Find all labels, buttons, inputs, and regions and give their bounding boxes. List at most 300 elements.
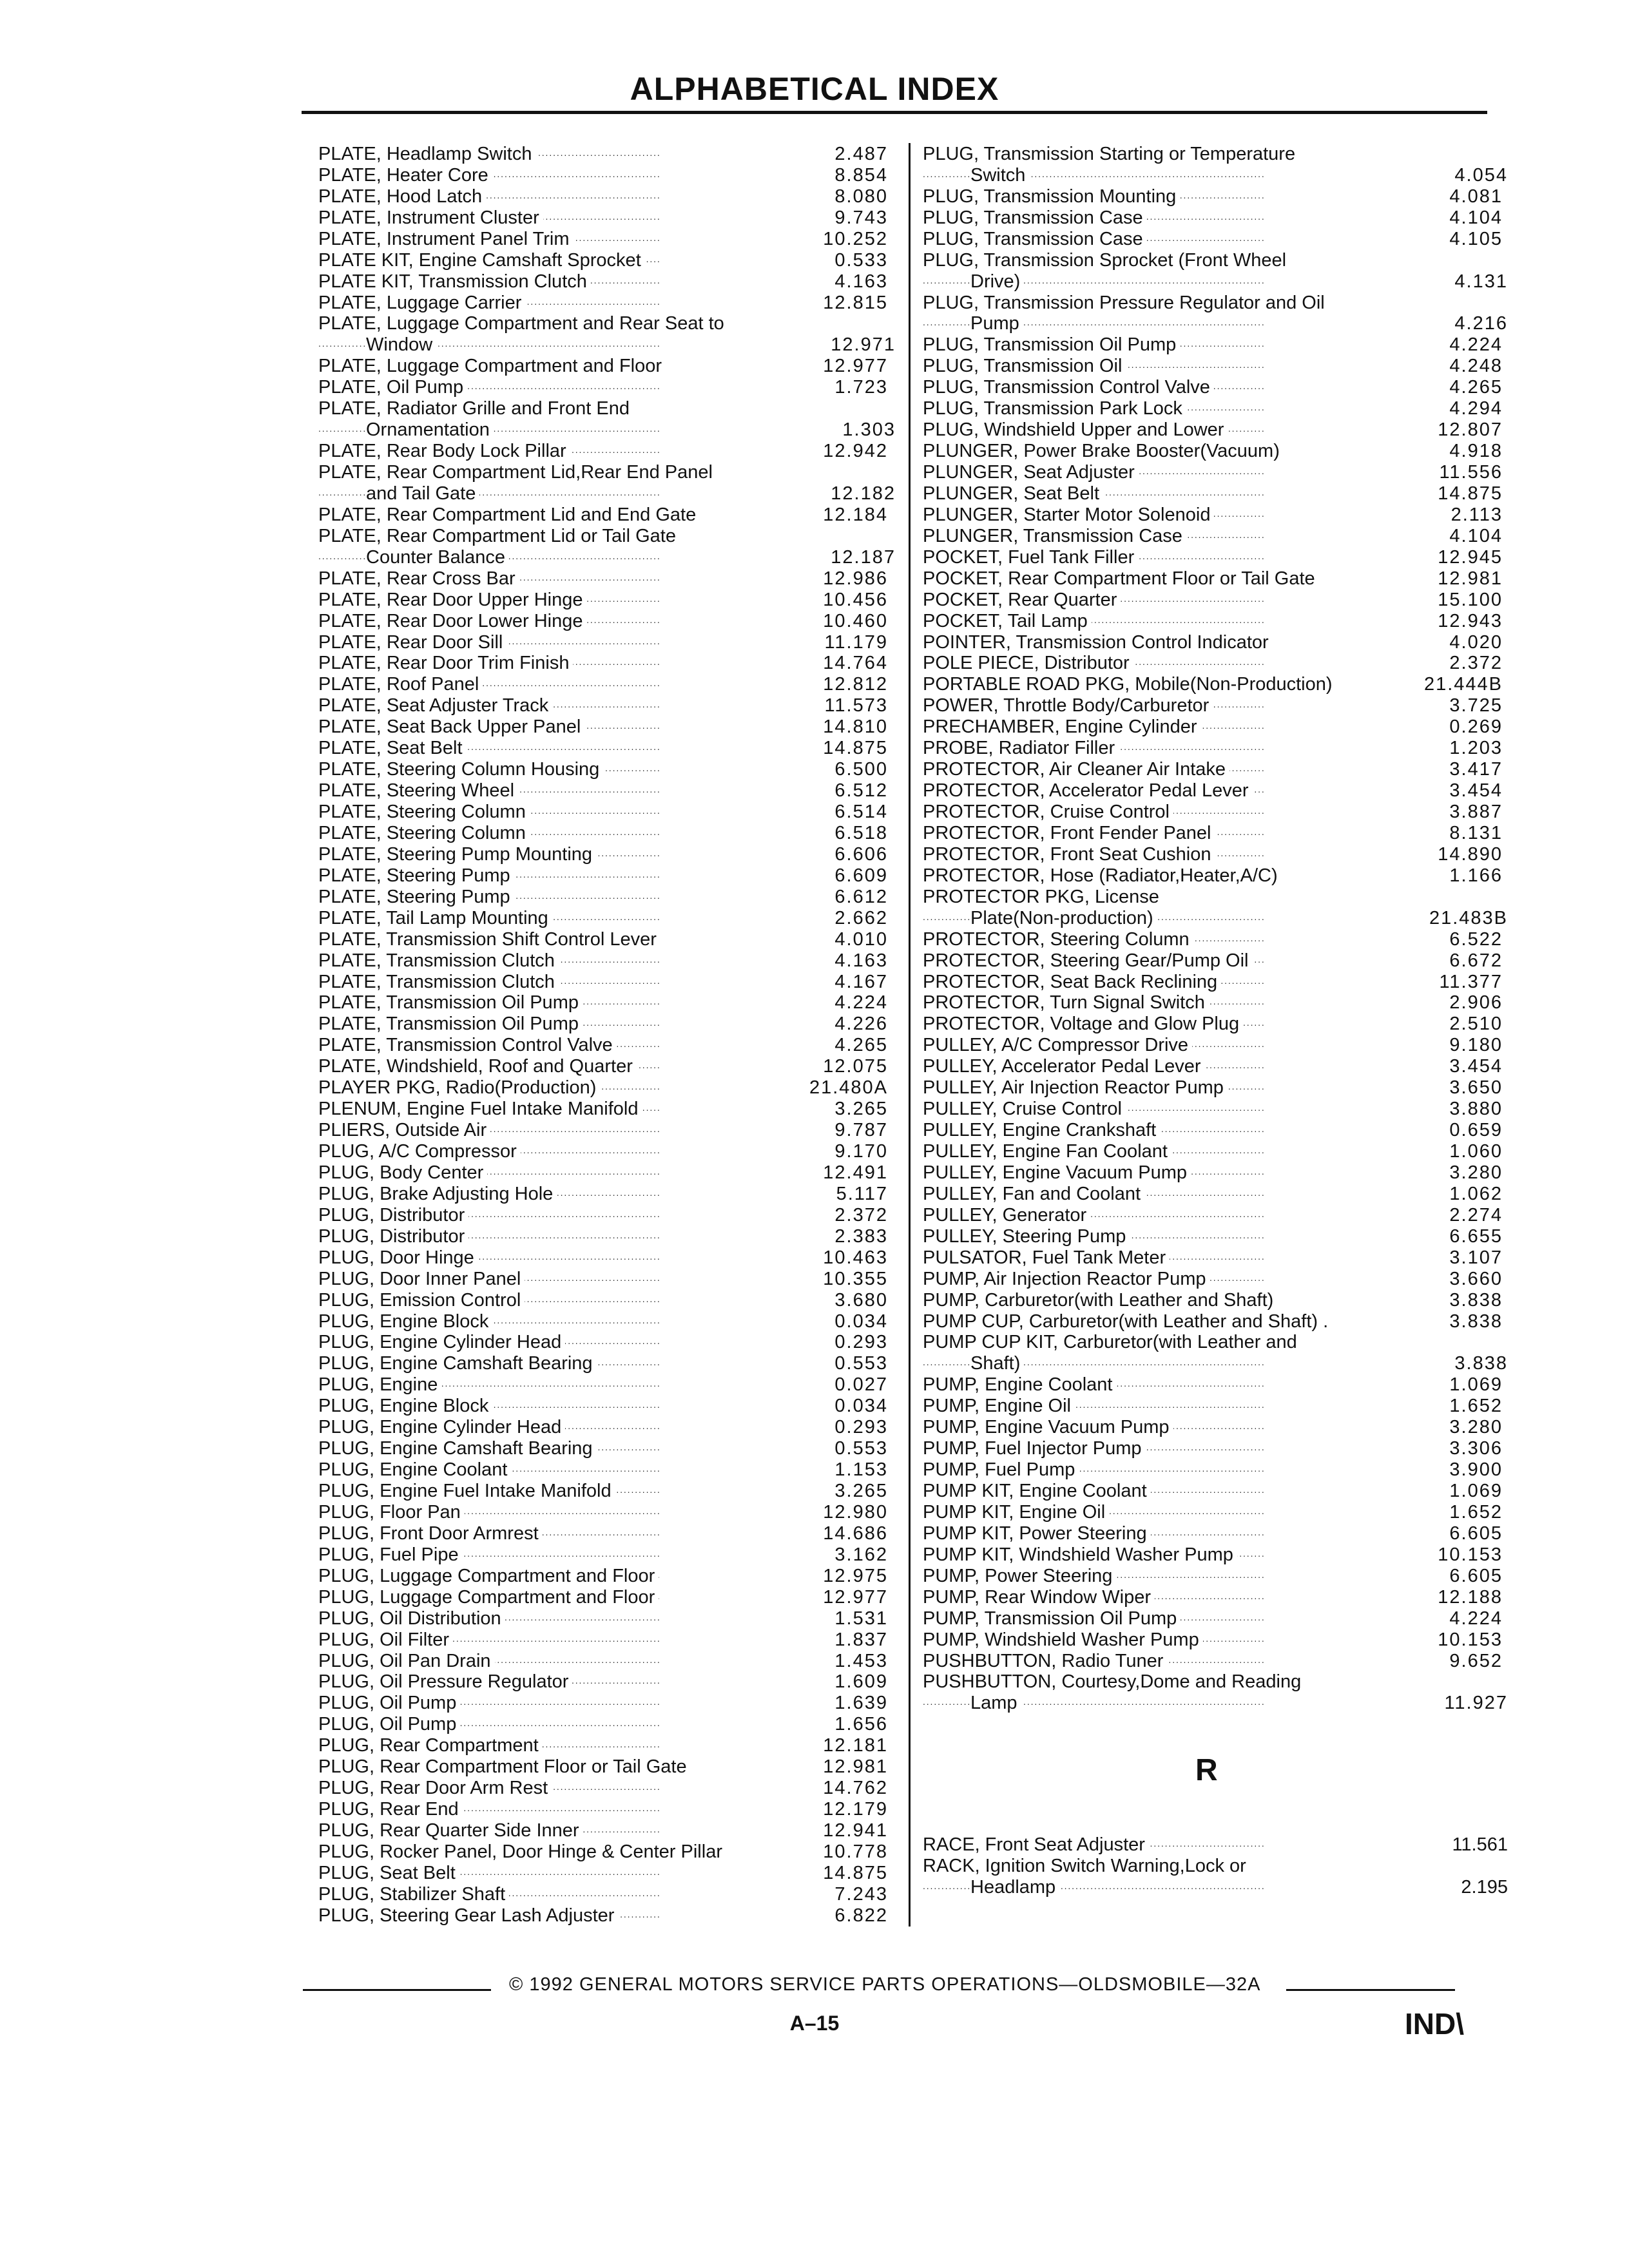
index-entry bbox=[923, 1311, 1508, 1332]
index-entry bbox=[923, 1437, 1508, 1459]
entry-name: PUMP, Transmission Oil Pump bbox=[923, 1608, 1181, 1629]
index-entry bbox=[923, 653, 1508, 674]
entry-name: PLUG, Oil Pan Drain bbox=[318, 1651, 495, 1671]
index-entry bbox=[318, 758, 896, 780]
entry-page: 9.652 bbox=[1449, 1650, 1503, 1671]
entry-page: 6.655 bbox=[1449, 1225, 1503, 1247]
index-entry bbox=[318, 1162, 896, 1183]
index-entry bbox=[923, 589, 1508, 610]
index-entry bbox=[923, 737, 1508, 758]
entry-page: 4.163 bbox=[834, 271, 888, 292]
index-entry bbox=[318, 1565, 896, 1586]
entry-name: PLUNGER, Starter Motor Solenoid bbox=[923, 505, 1214, 525]
entry-name: PLUNGER, Transmission Case bbox=[923, 526, 1186, 546]
entry-name: PROTECTOR, Steering Column bbox=[923, 929, 1193, 950]
index-entry bbox=[318, 1183, 896, 1204]
entry-name: PLUG, Seat Belt bbox=[318, 1863, 459, 1883]
entry-name: PULLEY, Accelerator Pedal Lever bbox=[923, 1056, 1205, 1077]
entry-name: PLUG, Engine Fuel Intake Manifold bbox=[318, 1481, 615, 1501]
entry-name: PUMP, Air Injection Reactor Pump bbox=[923, 1269, 1210, 1289]
entry-name: POWER, Throttle Body/Carburetor bbox=[923, 695, 1213, 716]
index-entry bbox=[923, 1459, 1508, 1480]
index-entry bbox=[923, 886, 1508, 907]
entry-name: PUMP, Rear Window Wiper bbox=[923, 1587, 1155, 1608]
entry-page: 2.510 bbox=[1449, 1014, 1503, 1035]
entry-page: 4.020 bbox=[1449, 631, 1503, 653]
index-entry bbox=[923, 971, 1508, 992]
index-entry bbox=[923, 631, 1508, 653]
index-entry bbox=[923, 355, 1508, 376]
entry-page: 4.104 bbox=[1449, 207, 1503, 228]
index-entry bbox=[318, 568, 896, 589]
entry-name: PUMP, Power Steering bbox=[923, 1566, 1116, 1586]
entry-page: 12.977 bbox=[823, 356, 888, 377]
entry-name: PROTECTOR, Accelerator Pedal Lever bbox=[923, 780, 1253, 801]
entry-name: PLATE, Steering Pump bbox=[318, 887, 514, 907]
entry-page: 12.943 bbox=[1438, 610, 1503, 631]
entry-page: 3.280 bbox=[1449, 1417, 1503, 1438]
index-entry bbox=[318, 1013, 896, 1034]
entry-page: 4.224 bbox=[1449, 334, 1503, 356]
index-entry bbox=[923, 1650, 1508, 1671]
page-number: A–15 bbox=[789, 2012, 840, 2035]
entry-page: 14.764 bbox=[823, 653, 888, 674]
index-entry bbox=[923, 1671, 1508, 1693]
entry-name: PLUG, Door Hinge bbox=[318, 1247, 478, 1268]
entry-name: PLATE, Steering Pump Mounting bbox=[318, 844, 596, 865]
index-entry bbox=[318, 525, 896, 546]
index-entry bbox=[923, 1162, 1508, 1183]
entry-name: Window bbox=[366, 334, 436, 355]
entry-name: PLUG, Luggage Compartment and Floor bbox=[318, 1587, 659, 1608]
index-entry bbox=[318, 1480, 896, 1501]
entry-name: PULLEY, Engine Crankshaft bbox=[923, 1120, 1160, 1140]
entry-name: PLUG, Fuel Pipe bbox=[318, 1544, 463, 1565]
r-section-entries bbox=[923, 1834, 1508, 1898]
entry-name: PULLEY, Fan and Coolant bbox=[923, 1184, 1144, 1204]
entry-name: PLATE, Rear Door Upper Hinge bbox=[318, 590, 586, 610]
entry-name: PLATE, Seat Adjuster Track bbox=[318, 695, 552, 716]
index-entry bbox=[318, 186, 896, 207]
entry-page: 3.265 bbox=[834, 1099, 888, 1120]
entry-page: 14.810 bbox=[823, 716, 888, 738]
entry-name: PLATE, Hood Latch bbox=[318, 186, 486, 207]
entry-page: 8.854 bbox=[834, 164, 888, 186]
entry-page: 3.680 bbox=[834, 1289, 888, 1311]
index-entry bbox=[923, 1034, 1508, 1055]
index-entry bbox=[318, 1289, 896, 1311]
entry-page: 12.975 bbox=[823, 1565, 888, 1586]
entry-name: PLATE, Rear Cross Bar bbox=[318, 568, 519, 589]
entry-name: PLUG, A/C Compressor bbox=[318, 1141, 521, 1162]
entry-name: RACE, Front Seat Adjuster bbox=[923, 1834, 1149, 1855]
entry-page: 12.075 bbox=[823, 1056, 888, 1077]
entry-page: 12.184 bbox=[823, 504, 888, 525]
index-entry bbox=[318, 1756, 896, 1777]
entry-page: 11.179 bbox=[824, 631, 888, 653]
index-entry bbox=[318, 1268, 896, 1289]
entry-page: 1.203 bbox=[1449, 738, 1503, 759]
entry-page: 2.372 bbox=[834, 1204, 888, 1225]
entry-name: PUMP CUP, Carburetor(with Leather and Shaft) . bbox=[923, 1311, 1332, 1332]
index-entry bbox=[318, 1608, 896, 1629]
entry-page: 12.945 bbox=[1438, 546, 1503, 568]
entry-page: 1.069 bbox=[1449, 1481, 1503, 1501]
entry-page: 11.561 bbox=[1452, 1834, 1508, 1855]
entry-name: PULLEY, Engine Fan Coolant bbox=[923, 1141, 1171, 1162]
index-entry bbox=[318, 483, 896, 504]
entry-page: 3.900 bbox=[1449, 1459, 1503, 1481]
entry-page: 6.609 bbox=[834, 865, 888, 886]
entry-name: PLUG, Floor Pan bbox=[318, 1502, 465, 1523]
entry-name: PLUG, Transmission Starting or Temperature bbox=[923, 144, 1299, 164]
entry-name: PUMP, Engine Coolant bbox=[923, 1374, 1116, 1395]
index-entry bbox=[923, 228, 1508, 249]
index-entry bbox=[318, 1501, 896, 1523]
entry-page: 4.167 bbox=[834, 971, 888, 992]
entry-page: 8.131 bbox=[1449, 822, 1503, 843]
entry-page: 3.454 bbox=[1449, 1056, 1503, 1077]
entry-name: PLUNGER, Power Brake Booster(Vacuum) bbox=[923, 441, 1284, 461]
index-entry bbox=[923, 780, 1508, 801]
entry-name: PLATE, Transmission Shift Control Lever bbox=[318, 929, 660, 950]
index-entry bbox=[318, 928, 896, 950]
index-entry bbox=[923, 822, 1508, 843]
entry-name: PLUG, Stabilizer Shaft bbox=[318, 1884, 509, 1905]
entry-name: PULSATOR, Fuel Tank Meter bbox=[923, 1247, 1170, 1268]
index-entry bbox=[318, 440, 896, 461]
index-entry bbox=[923, 313, 1508, 334]
entry-name: PULLEY, Steering Pump bbox=[923, 1226, 1130, 1247]
index-entry bbox=[318, 207, 896, 228]
entry-page: 8.080 bbox=[834, 186, 888, 207]
entry-page: 12.815 bbox=[823, 292, 888, 313]
section-tab-label: IND\ bbox=[1405, 2007, 1464, 2041]
index-entry bbox=[318, 313, 896, 334]
entry-name: PLUG, Engine bbox=[318, 1374, 441, 1395]
index-entry bbox=[923, 568, 1508, 589]
entry-name: Switch bbox=[970, 165, 1029, 186]
entry-page: 2.906 bbox=[1449, 992, 1503, 1014]
index-entry bbox=[318, 992, 896, 1014]
entry-name: PLATE, Rear Compartment Lid,Rear End Panel bbox=[318, 462, 717, 483]
entry-page: 3.880 bbox=[1449, 1099, 1503, 1120]
index-entry bbox=[318, 271, 896, 292]
entry-page: 11.573 bbox=[824, 695, 888, 716]
entry-page: 12.980 bbox=[823, 1501, 888, 1523]
entry-name: PLATE, Steering Wheel bbox=[318, 780, 518, 801]
index-entry bbox=[923, 504, 1508, 525]
entry-page: 0.659 bbox=[1449, 1120, 1503, 1141]
entry-page: 4.226 bbox=[834, 1014, 888, 1035]
entry-page: 6.522 bbox=[1449, 928, 1503, 950]
entry-name: PLATE, Transmission Clutch bbox=[318, 972, 559, 992]
index-entry bbox=[923, 1055, 1508, 1077]
entry-name: Shaft) bbox=[970, 1353, 1024, 1374]
entry-page: 4.105 bbox=[1449, 228, 1503, 249]
index-entry bbox=[318, 886, 896, 907]
entry-page: 11.377 bbox=[1439, 971, 1503, 992]
entry-page: 4.265 bbox=[1449, 377, 1503, 398]
entry-page: 1.723 bbox=[834, 377, 888, 398]
entry-name: PLATE, Transmission Oil Pump bbox=[318, 992, 583, 1013]
entry-name: PLUG, Transmission Oil Pump bbox=[923, 334, 1180, 355]
entry-page: 12.807 bbox=[1438, 419, 1503, 441]
index-entry bbox=[923, 695, 1508, 716]
entry-name: PLUG, Rear Compartment bbox=[318, 1735, 543, 1756]
index-entry bbox=[923, 1416, 1508, 1437]
entry-name: PUMP, Fuel Pump bbox=[923, 1459, 1079, 1480]
entry-page: 1.652 bbox=[1449, 1501, 1503, 1523]
index-entry bbox=[318, 1034, 896, 1055]
index-entry bbox=[923, 1119, 1508, 1140]
index-entry bbox=[318, 673, 896, 695]
entry-page: 12.188 bbox=[1438, 1586, 1503, 1608]
index-entry bbox=[318, 546, 896, 568]
index-entry bbox=[318, 1586, 896, 1608]
entry-name: PLATE, Rear Compartment Lid or Tail Gate bbox=[318, 526, 680, 546]
entry-name: PLUG, Emission Control bbox=[318, 1290, 525, 1311]
entry-page: 12.182 bbox=[831, 483, 896, 504]
entry-name: PUMP, Engine Vacuum Pump bbox=[923, 1417, 1173, 1437]
entry-name: PLATE, Instrument Panel Trim bbox=[318, 229, 574, 249]
entry-page: 4.248 bbox=[1449, 356, 1503, 377]
entry-name: PLUG, Door Inner Panel bbox=[318, 1269, 525, 1289]
entry-name: PLATE, Seat Belt bbox=[318, 738, 467, 758]
entry-page: 1.060 bbox=[1449, 1141, 1503, 1162]
entry-name: PLUG, Distributor bbox=[318, 1226, 468, 1247]
entry-name: PLUG, Engine Block bbox=[318, 1311, 492, 1332]
entry-name: PORTABLE ROAD PKG, Mobile(Non-Production) bbox=[923, 674, 1336, 695]
entry-name: PUSHBUTTON, Courtesy,Dome and Reading bbox=[923, 1671, 1305, 1692]
entry-name: PULLEY, Cruise Control bbox=[923, 1099, 1126, 1119]
entry-name: PROTECTOR PKG, License bbox=[923, 887, 1163, 907]
index-entry bbox=[318, 1671, 896, 1693]
index-entry bbox=[318, 1883, 896, 1905]
entry-name: PRECHAMBER, Engine Cylinder bbox=[923, 716, 1200, 737]
entry-page: 6.672 bbox=[1449, 950, 1503, 971]
index-entry bbox=[923, 1140, 1508, 1162]
entry-name: POINTER, Transmission Control Indicator bbox=[923, 632, 1273, 653]
index-entry bbox=[318, 1395, 896, 1416]
entry-page: 12.981 bbox=[823, 1756, 888, 1778]
entry-page: 3.660 bbox=[1449, 1268, 1503, 1289]
entry-name: PLATE, Seat Back Upper Panel bbox=[318, 716, 584, 737]
footer-copyright: © 1992 GENERAL MOTORS SERVICE PARTS OPERATIONS—OLDSMOBILE—32A bbox=[509, 1974, 1261, 1995]
entry-name: PULLEY, Air Injection Reactor Pump bbox=[923, 1077, 1228, 1098]
entry-page: 9.787 bbox=[834, 1120, 888, 1141]
entry-name: PLUG, Windshield Upper and Lower bbox=[923, 419, 1228, 440]
entry-page: 0.034 bbox=[834, 1311, 888, 1332]
entry-name: PLUG, Rocker Panel, Door Hinge & Center Pillar bbox=[318, 1841, 726, 1862]
entry-name: PROTECTOR, Turn Signal Switch bbox=[923, 992, 1209, 1013]
entry-page: 12.179 bbox=[823, 1799, 888, 1820]
entry-name: PROTECTOR, Front Seat Cushion bbox=[923, 844, 1215, 865]
entry-page: 0.027 bbox=[834, 1374, 888, 1396]
index-entry bbox=[923, 376, 1508, 398]
entry-name: PLUG, Transmission Mounting bbox=[923, 186, 1180, 207]
entry-name: PLATE, Rear Door Trim Finish bbox=[318, 653, 573, 673]
index-entry bbox=[318, 1077, 896, 1098]
entry-page: 12.187 bbox=[831, 546, 896, 568]
entry-name: PLUG, Engine Coolant bbox=[318, 1459, 511, 1480]
index-entry bbox=[923, 440, 1508, 461]
entry-page: 1.652 bbox=[1449, 1396, 1503, 1417]
entry-name: POCKET, Fuel Tank Filler bbox=[923, 547, 1138, 568]
entry-name: and Tail Gate bbox=[366, 483, 479, 504]
entry-name: PLUG, Oil Pressure Regulator bbox=[318, 1671, 572, 1692]
entry-name: PLUG, Oil Pump bbox=[318, 1693, 460, 1713]
entry-name: PLUG, Rear End bbox=[318, 1799, 463, 1820]
index-entry bbox=[923, 1289, 1508, 1311]
entry-name: PROBE, Radiator Filler bbox=[923, 738, 1119, 758]
entry-name: PLATE, Rear Body Lock Pillar bbox=[318, 441, 570, 461]
entry-page: 1.153 bbox=[834, 1459, 888, 1481]
entry-page: 21.480A bbox=[809, 1077, 888, 1099]
entry-name: Ornamentation bbox=[366, 419, 494, 440]
entry-name: PLATE, Roof Panel bbox=[318, 674, 483, 695]
index-entry bbox=[318, 843, 896, 865]
entry-page: 3.838 bbox=[1454, 1353, 1508, 1374]
index-entry bbox=[318, 1798, 896, 1820]
index-entry bbox=[318, 907, 896, 928]
entry-name: PLATE KIT, Engine Camshaft Sprocket bbox=[318, 250, 645, 271]
index-entry bbox=[318, 1119, 896, 1140]
index-entry bbox=[318, 249, 896, 271]
entry-name: PLATE, Rear Compartment Lid and End Gate bbox=[318, 505, 700, 525]
entry-name: POLE PIECE, Distributor bbox=[923, 653, 1133, 673]
index-entry bbox=[923, 1480, 1508, 1501]
index-entry bbox=[923, 398, 1508, 419]
entry-name: PROTECTOR, Hose (Radiator,Heater,A/C) bbox=[923, 865, 1282, 886]
entry-page: 3.162 bbox=[834, 1544, 888, 1565]
entry-page: 6.606 bbox=[834, 843, 888, 865]
index-entry bbox=[923, 1013, 1508, 1034]
index-entry bbox=[923, 334, 1508, 355]
entry-name: Lamp bbox=[970, 1693, 1021, 1713]
entry-page: 12.812 bbox=[823, 674, 888, 695]
entry-name: PLATE, Luggage Compartment and Floor bbox=[318, 356, 666, 376]
index-entry bbox=[318, 1459, 896, 1480]
entry-name: PUMP, Carburetor(with Leather and Shaft) bbox=[923, 1290, 1277, 1311]
entry-name: Plate(Non-production) bbox=[970, 908, 1157, 928]
entry-page: 6.518 bbox=[834, 822, 888, 843]
index-entry bbox=[923, 843, 1508, 865]
entry-page: 11.556 bbox=[1439, 462, 1503, 483]
entry-name: PLATE, Oil Pump bbox=[318, 377, 467, 398]
entry-page: 3.650 bbox=[1449, 1077, 1503, 1099]
entry-name: PLUG, Transmission Control Valve bbox=[923, 377, 1214, 398]
index-entry bbox=[923, 1834, 1508, 1855]
index-entry bbox=[923, 1268, 1508, 1289]
entry-page: 4.224 bbox=[1449, 1608, 1503, 1629]
entry-page: 3.280 bbox=[1449, 1162, 1503, 1183]
entry-name: PLATE, Steering Column bbox=[318, 802, 530, 822]
entry-name: PLAYER PKG, Radio(Production) bbox=[318, 1077, 600, 1098]
entry-page: 2.372 bbox=[1449, 653, 1503, 674]
entry-page: 12.971 bbox=[831, 334, 896, 356]
index-entry bbox=[318, 950, 896, 971]
entry-name: PROTECTOR, Front Fender Panel bbox=[923, 823, 1215, 843]
left-index-column bbox=[318, 143, 896, 1926]
entry-name: PUMP, Windshield Washer Pump bbox=[923, 1629, 1203, 1650]
entry-page: 3.887 bbox=[1449, 802, 1503, 822]
index-entry bbox=[923, 1523, 1508, 1544]
entry-name: PLATE, Luggage Compartment and Rear Seat to bbox=[318, 313, 728, 334]
index-entry bbox=[923, 992, 1508, 1014]
entry-page: 11.927 bbox=[1444, 1693, 1508, 1714]
index-entry bbox=[923, 928, 1508, 950]
index-entry bbox=[318, 1713, 896, 1735]
entry-page: 2.195 bbox=[1461, 1876, 1508, 1898]
entry-name: PUMP, Engine Oil bbox=[923, 1396, 1075, 1416]
entry-name: PLATE, Transmission Control Valve bbox=[318, 1035, 617, 1055]
entry-name: Headlamp bbox=[970, 1877, 1059, 1898]
entry-page: 9.743 bbox=[834, 207, 888, 228]
entry-name: PLUG, Transmission Pressure Regulator and Oil bbox=[923, 293, 1329, 313]
index-entry bbox=[318, 164, 896, 186]
entry-page: 4.294 bbox=[1449, 398, 1503, 419]
index-entry bbox=[318, 1523, 896, 1544]
entry-page: 4.081 bbox=[1449, 186, 1503, 207]
index-entry bbox=[923, 271, 1508, 292]
entry-name: PUSHBUTTON, Radio Tuner bbox=[923, 1651, 1167, 1671]
entry-page: 10.153 bbox=[1438, 1629, 1503, 1650]
entry-page: 5.117 bbox=[836, 1183, 888, 1204]
entry-name: PLUG, Body Center bbox=[318, 1162, 487, 1183]
entry-name: PLUG, Transmission Park Lock bbox=[923, 398, 1186, 419]
index-entry bbox=[318, 865, 896, 886]
entry-page: 3.838 bbox=[1449, 1311, 1503, 1332]
index-entry bbox=[318, 971, 896, 992]
index-entry bbox=[318, 461, 896, 483]
entry-name: PLENUM, Engine Fuel Intake Manifold bbox=[318, 1099, 642, 1119]
entry-name: PLUG, Luggage Compartment and Floor bbox=[318, 1566, 659, 1586]
index-entry bbox=[318, 631, 896, 653]
entry-page: 1.166 bbox=[1449, 865, 1503, 886]
entry-name: PLUG, Engine Camshaft Bearing bbox=[318, 1353, 597, 1374]
index-entry bbox=[318, 1862, 896, 1883]
entry-name: RACK, Ignition Switch Warning,Lock or bbox=[923, 1856, 1250, 1876]
entry-page: 3.265 bbox=[834, 1481, 888, 1501]
index-entry bbox=[318, 1777, 896, 1798]
entry-name: PLUG, Brake Adjusting Hole bbox=[318, 1184, 557, 1204]
column-divider bbox=[909, 143, 911, 1927]
index-entry bbox=[318, 1841, 896, 1862]
entry-page: 3.417 bbox=[1449, 759, 1503, 780]
entry-name: PLUNGER, Seat Adjuster bbox=[923, 462, 1139, 483]
entry-page: 3.306 bbox=[1449, 1438, 1503, 1459]
index-entry bbox=[923, 1608, 1508, 1629]
index-entry bbox=[318, 1055, 896, 1077]
index-entry bbox=[923, 525, 1508, 546]
entry-name: PULLEY, Generator bbox=[923, 1205, 1090, 1225]
entry-page: 3.454 bbox=[1449, 780, 1503, 802]
index-entry bbox=[318, 292, 896, 313]
entry-page: 12.491 bbox=[823, 1162, 888, 1183]
entry-page: 1.609 bbox=[834, 1671, 888, 1693]
entry-name: PLUG, Distributor bbox=[318, 1205, 468, 1225]
index-entry bbox=[923, 249, 1508, 271]
index-entry bbox=[923, 1183, 1508, 1204]
entry-name: Counter Balance bbox=[366, 547, 509, 568]
entry-name: PLATE, Transmission Oil Pump bbox=[318, 1014, 583, 1034]
index-entry bbox=[923, 1544, 1508, 1565]
entry-name: PLUG, Rear Compartment Floor or Tail Gate bbox=[318, 1756, 691, 1777]
entry-page: 1.656 bbox=[834, 1714, 888, 1735]
index-entry bbox=[318, 1332, 896, 1353]
index-entry bbox=[923, 483, 1508, 504]
